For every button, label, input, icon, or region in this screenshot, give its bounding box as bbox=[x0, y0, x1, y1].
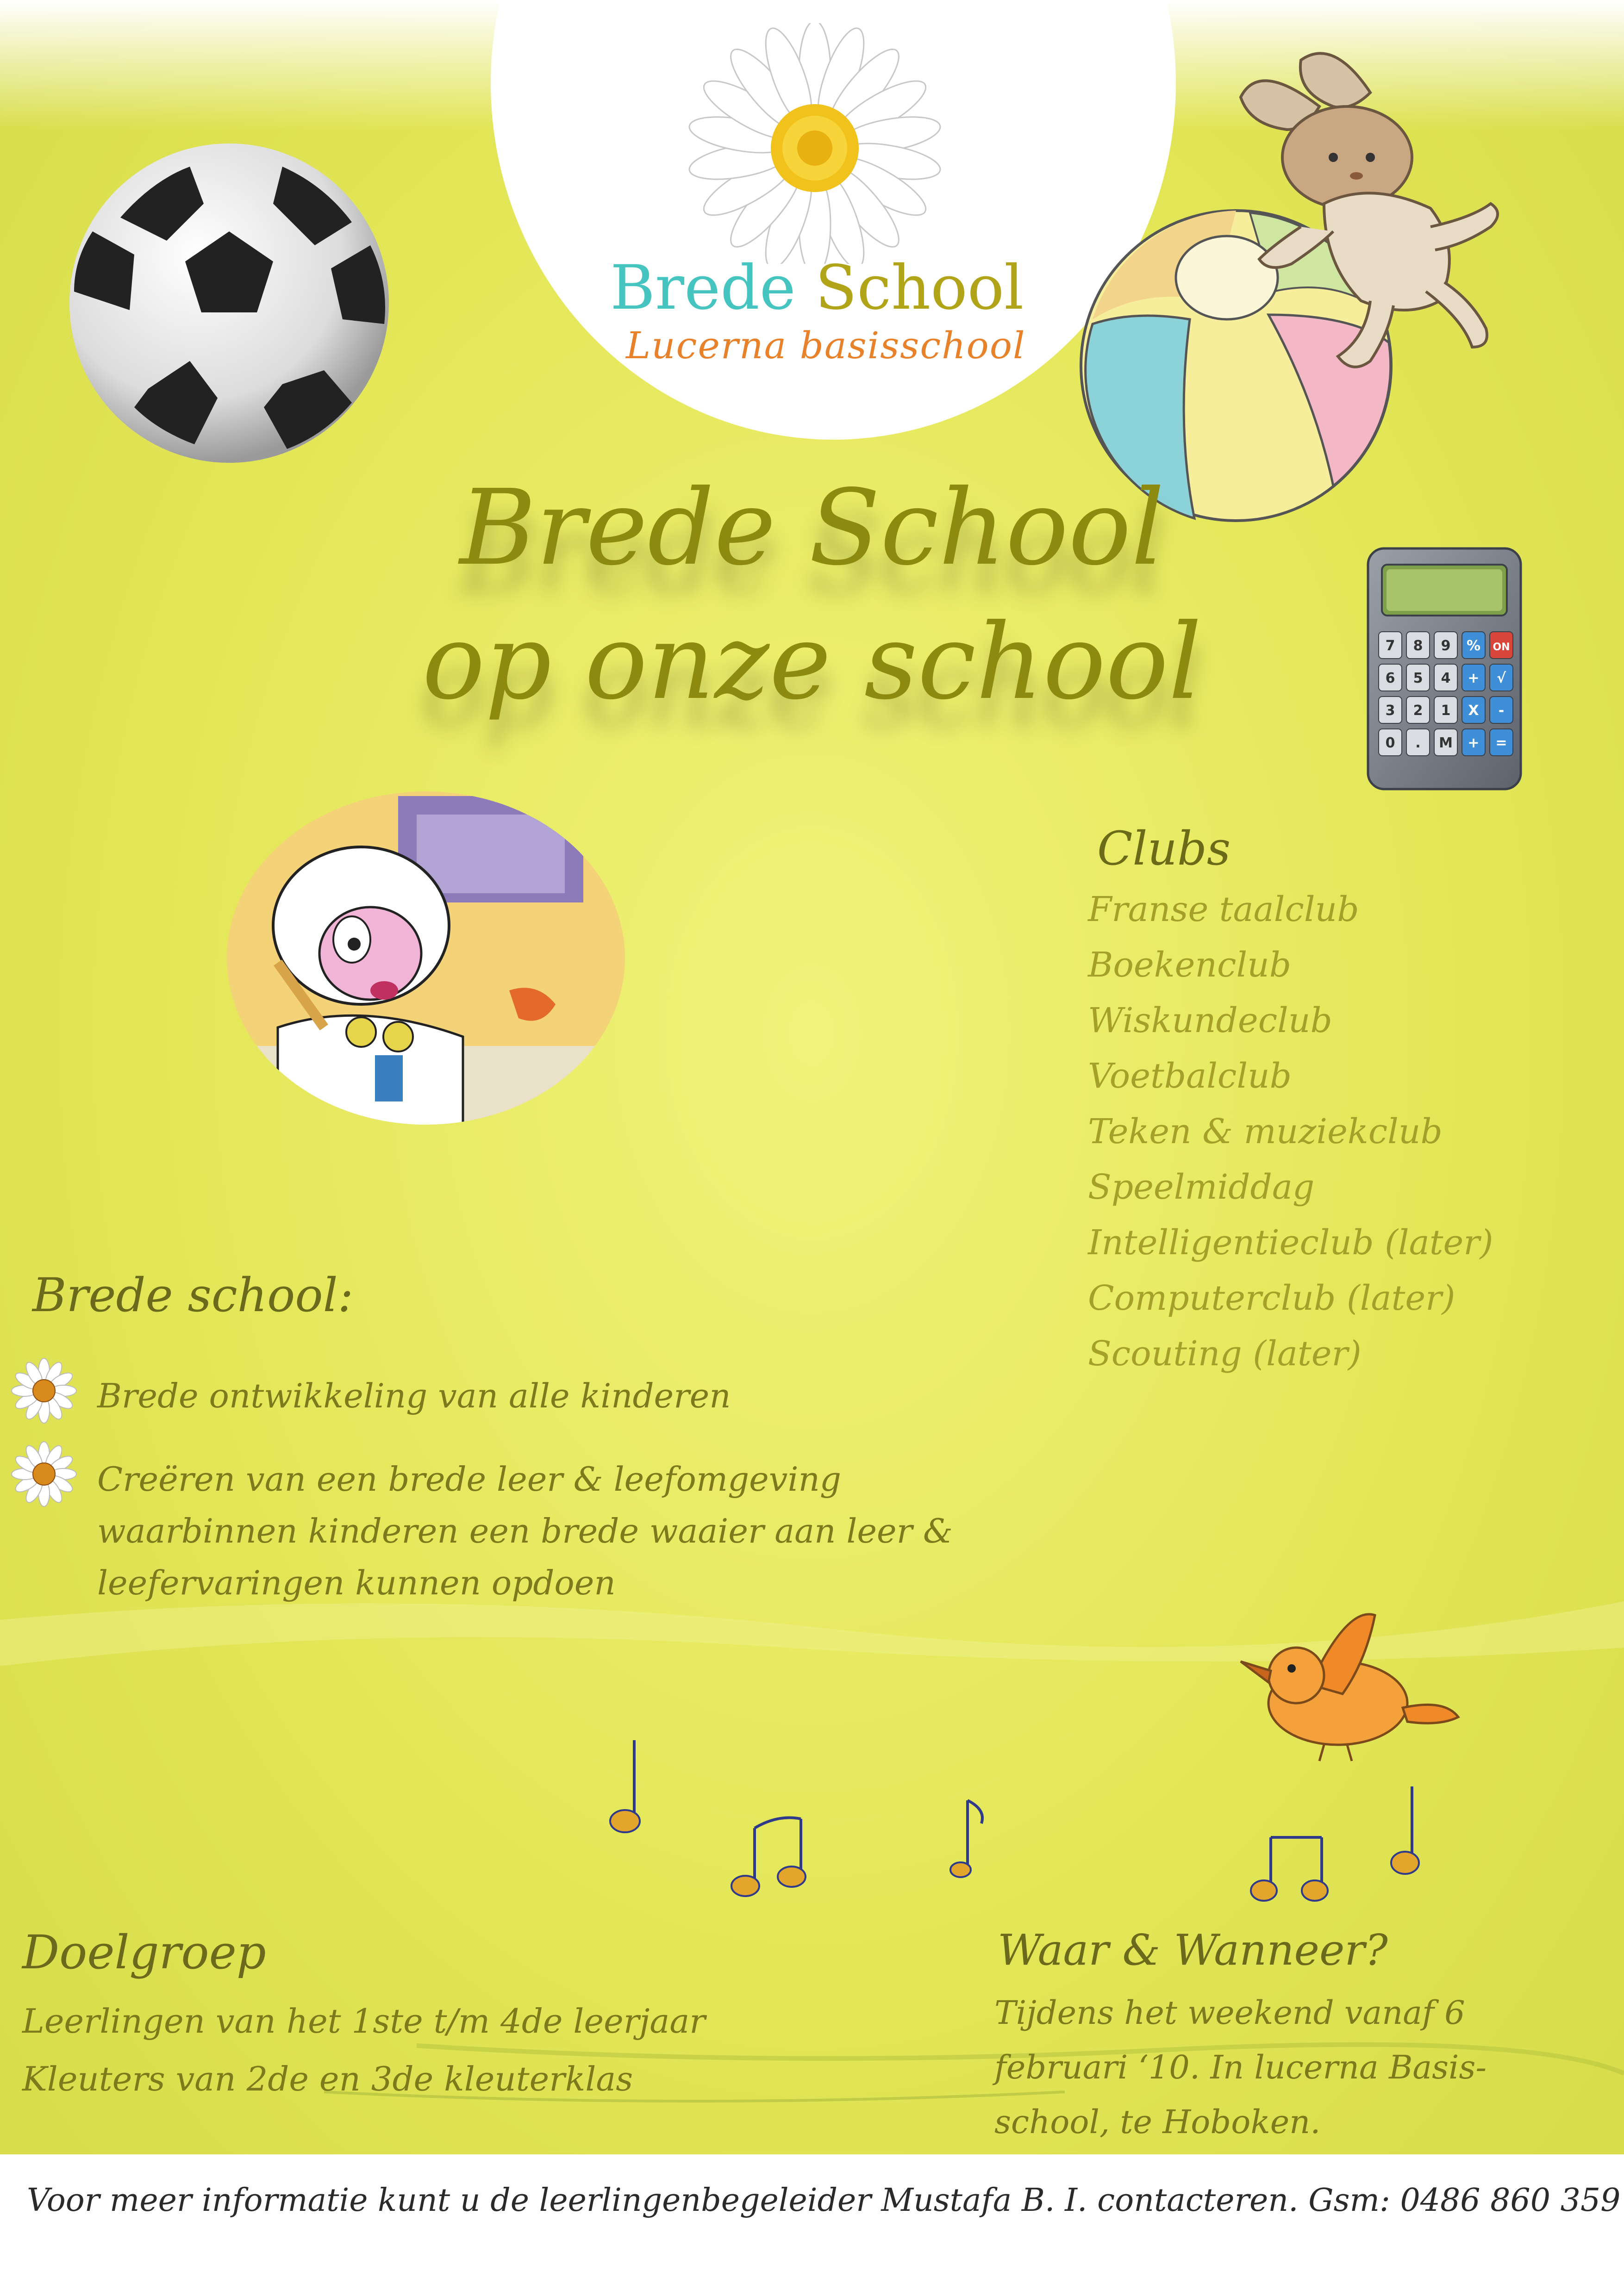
logo-school: School bbox=[815, 252, 1024, 324]
club-item: Intelligentieclub (later) bbox=[1088, 1223, 1493, 1263]
doelgroep-line-1: Leerlingen van het 1ste t/m 4de leerjaar bbox=[22, 2002, 706, 2041]
calculator-key-label: 2 bbox=[1413, 703, 1423, 719]
doelgroep-line-2: Kleuters van 2de en 3de kleuterklas bbox=[22, 2060, 633, 2098]
waar-wanneer-heading: Waar & Wanneer? bbox=[998, 1925, 1388, 1975]
calculator-key-label: % bbox=[1466, 638, 1481, 654]
bullet-text: Brede ontwikkeling van alle kinderen bbox=[97, 1376, 731, 1415]
main-title-line1: Brede School bbox=[459, 467, 1165, 589]
logo-title bbox=[610, 252, 1024, 324]
calculator-key-label: √ bbox=[1496, 670, 1506, 686]
clubs-list bbox=[1088, 882, 1493, 1381]
bullet-item bbox=[9, 1370, 958, 1425]
waar-wanneer-text: Tijdens het weekend vanaf 6 februari ‘10. In lucerna Basis-school, te Hoboken. bbox=[994, 1994, 1487, 2141]
calculator-key-label: 0 bbox=[1385, 735, 1395, 751]
calculator-icon bbox=[1366, 546, 1523, 791]
footer-contact: Voor meer informatie kunt u de leerlingenbegeleider Mustafa B. I. contacteren. Gsm: 0486 860 359 bbox=[27, 2182, 1621, 2219]
flower-bullet-icon bbox=[9, 1356, 79, 1425]
calculator-key-label: + bbox=[1468, 670, 1480, 686]
calculator-key-label: 9 bbox=[1441, 638, 1451, 654]
music-notes-icon bbox=[602, 1731, 1481, 1925]
calculator-key-label: 1 bbox=[1441, 703, 1451, 719]
calculator-key-label: 4 bbox=[1441, 670, 1451, 686]
calculator-key-label: = bbox=[1495, 735, 1507, 751]
bunny-icon bbox=[1231, 42, 1565, 375]
calculator-key-label: - bbox=[1498, 703, 1505, 719]
bullet-text: Creëren van een brede leer & leefomgeving waarbinnen kinderen een brede waaier aan leer & leefervaringen kunnen opdoen bbox=[97, 1460, 953, 1602]
calculator-key-label: + bbox=[1468, 735, 1480, 751]
club-item: Voetbalclub bbox=[1088, 1056, 1292, 1096]
daisy-icon bbox=[676, 23, 954, 264]
club-item: Teken & muziekclub bbox=[1088, 1112, 1443, 1151]
calculator-key-label: M bbox=[1439, 735, 1453, 751]
calculator-key-label: 3 bbox=[1385, 703, 1395, 719]
soccer-ball-icon bbox=[65, 139, 394, 467]
club-item: Boekenclub bbox=[1088, 945, 1292, 985]
calculator-key-label: ON bbox=[1493, 641, 1510, 653]
bullet-item bbox=[9, 1453, 958, 1609]
club-item: Computerclub (later) bbox=[1088, 1278, 1455, 1318]
cartoon-illustration bbox=[222, 787, 630, 1129]
calculator-key-label: 7 bbox=[1385, 638, 1395, 654]
calculator-key-label: 8 bbox=[1413, 638, 1423, 654]
main-title-line2: op onze school bbox=[422, 602, 1202, 723]
logo-subtitle: Lucerna basisschool bbox=[626, 324, 1026, 367]
club-item: Wiskundeclub bbox=[1088, 1001, 1332, 1040]
doelgroep-heading: Doelgroep bbox=[22, 1925, 266, 1979]
calculator-key-label: . bbox=[1415, 735, 1421, 751]
calculator-key-label: X bbox=[1468, 703, 1479, 719]
club-item: Franse taalclub bbox=[1088, 890, 1359, 929]
club-item: Speelmiddag bbox=[1088, 1167, 1315, 1207]
flower-bullet-icon bbox=[9, 1439, 79, 1509]
calculator-key-label: 6 bbox=[1385, 670, 1395, 686]
calculator-key-label: 5 bbox=[1413, 670, 1423, 686]
brede-school-bullets bbox=[9, 1370, 958, 1636]
brede-school-heading: Brede school: bbox=[32, 1268, 354, 1322]
clubs-heading: Clubs bbox=[1097, 821, 1231, 876]
club-item: Scouting (later) bbox=[1088, 1334, 1362, 1374]
logo-brede: Brede bbox=[610, 252, 796, 324]
